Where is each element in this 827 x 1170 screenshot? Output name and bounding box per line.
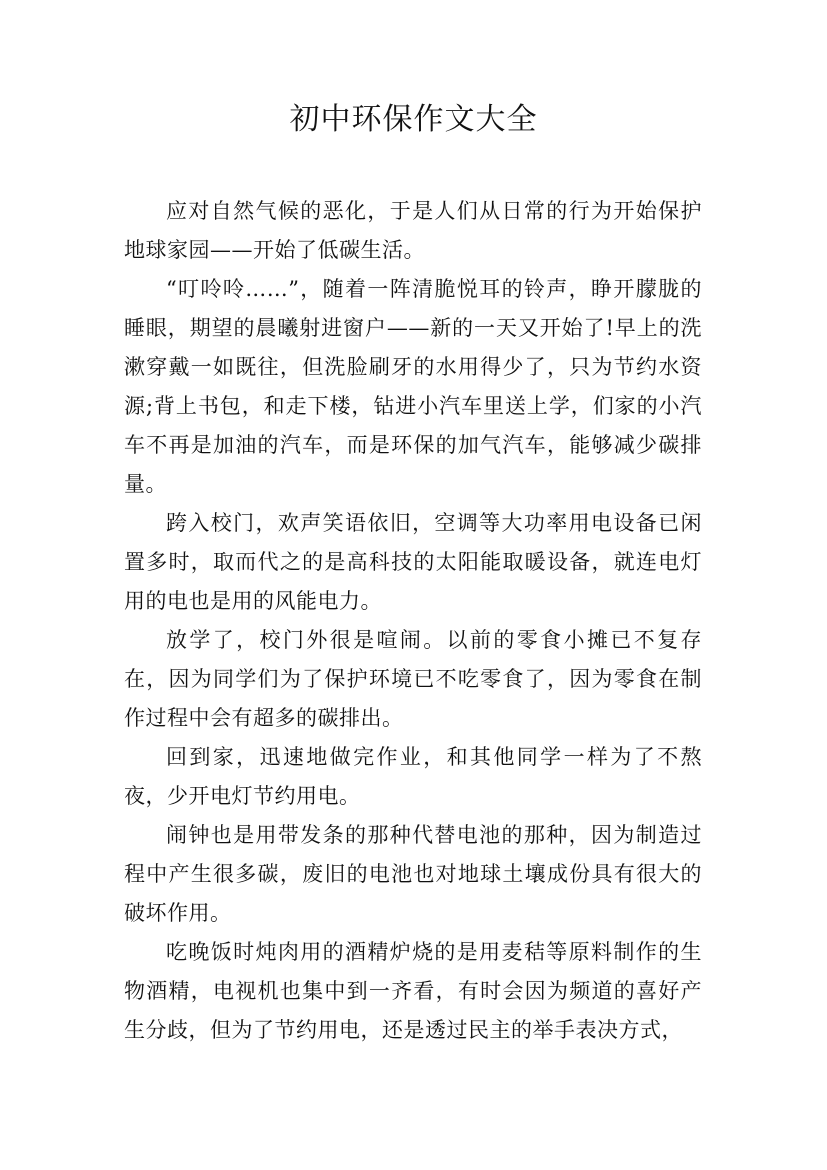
paragraph-7: 吃晚饭时炖肉用的酒精炉烧的是用麦秸等原料制作的生物酒精，电视机也集中到一齐看，有时会因为频道的喜好产生分歧，但为了节约用电，还是透过民主的举手表决方式， <box>124 940 702 1042</box>
document-title: 初中环保作文大全 <box>289 102 538 137</box>
paragraph-3: 跨入校门，欢声笑语依旧，空调等大功率用电设备已闲置多时，取而代之的是高科技的太阳能取暖设备，就连电灯用的电也是用的风能电力。 <box>124 511 702 613</box>
paragraph-6: 闹钟也是用带发条的那种代替电池的那种，因为制造过程中产生很多碳，废旧的电池也对地球土壤成份具有很大的破坏作用。 <box>124 823 702 925</box>
paragraph-2: “叮呤呤……”，随着一阵清脆悦耳的铃声，睁开朦胧的睡眼，期望的晨曦射进窗户——新的一天又开始了!早上的洗漱穿戴一如既往，但洗脸刷牙的水用得少了，只为节约水资源;背上书包，和走下楼，钻进小汽车里送上学，们家的小汽车不再是加油的汽车，而是环保的加气汽车，能够减少碳排量。 <box>124 277 702 496</box>
document-body <box>124 192 702 1050</box>
paragraph-5: 回到家，迅速地做完作业，和其他同学一样为了不熬夜，少开电灯节约用电。 <box>124 745 702 808</box>
paragraph-1: 应对自然气候的恶化，于是人们从日常的行为开始保护地球家园——开始了低碳生活。 <box>124 199 702 262</box>
paragraph-4: 放学了，校门外很是喧闹。以前的零食小摊已不复存在，因为同学们为了保护环境已不吃零食了，因为零食在制作过程中会有超多的碳排出。 <box>124 628 702 730</box>
